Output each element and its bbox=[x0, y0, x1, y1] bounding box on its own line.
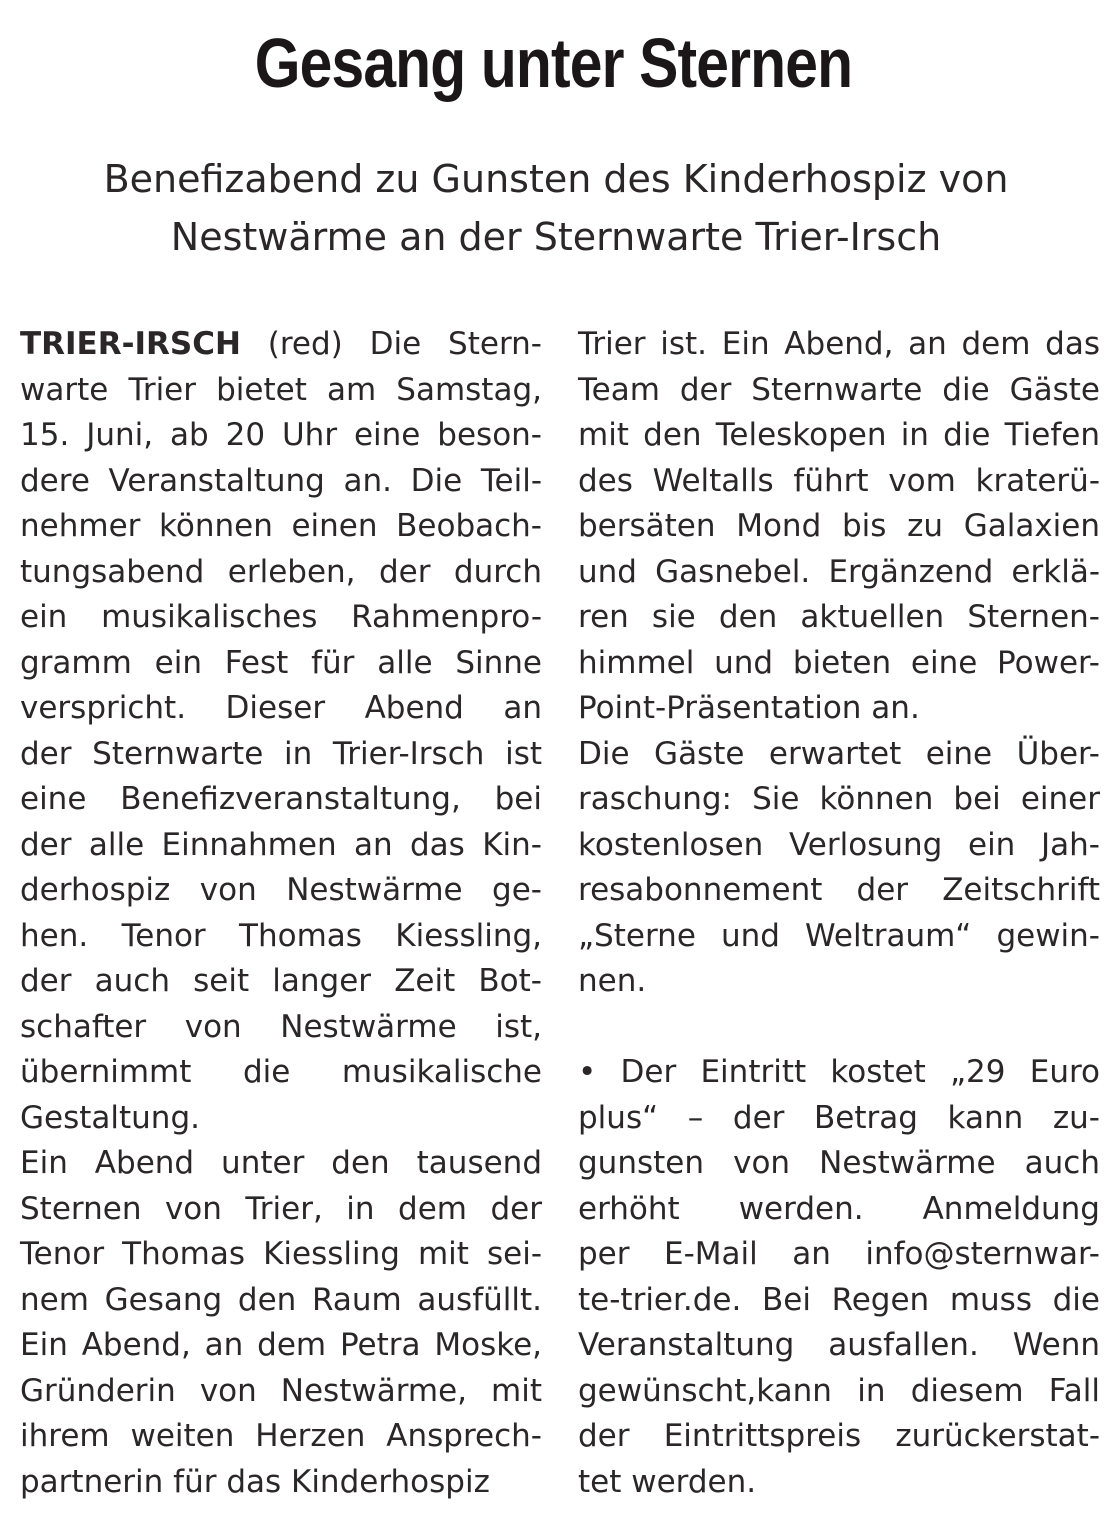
text-line: Die Gäste erwartet eine Über- bbox=[578, 735, 1100, 772]
text-line: Ein Abend, an dem Petra Moske, bbox=[20, 1327, 542, 1363]
text-line: Point-Präsentation an. bbox=[578, 690, 920, 726]
text-line: Trier ist. Ein Abend, an dem das bbox=[578, 326, 1100, 362]
text-line: warte Trier bietet am Samstag, bbox=[20, 371, 542, 408]
text-line bbox=[20, 322, 542, 368]
text-line: Sternen von Trier, in dem der bbox=[20, 1190, 542, 1227]
text-line: tet werden. bbox=[578, 1463, 757, 1500]
text-line: mit den Teleskopen in die Tiefen bbox=[578, 417, 1100, 453]
text-line: per E-Mail an info@sternwar- bbox=[578, 1236, 1100, 1272]
text-line: der auch seit langer Zeit Bot- bbox=[20, 963, 542, 999]
paragraph-gap bbox=[578, 1005, 1100, 1051]
text-line: erhöht werden. Anmeldung bbox=[578, 1190, 1100, 1227]
text-line: nehmer können einen Beobach- bbox=[20, 508, 542, 544]
text-line: der Sternwarte in Trier-Irsch ist bbox=[20, 735, 542, 772]
text-line: ein musikalisches Rahmenpro- bbox=[20, 599, 542, 635]
right-column bbox=[578, 322, 1100, 1505]
text-line: partnerin für das Kinderhospiz bbox=[20, 1463, 490, 1500]
text-line: plus“ – der Betrag kann zu- bbox=[578, 1099, 1100, 1136]
text-line: „Sterne und Weltraum“ gewin- bbox=[578, 917, 1100, 954]
text-line: raschung: Sie können bei einer bbox=[578, 781, 1100, 817]
text-line: nen. bbox=[578, 963, 647, 999]
text-line: bersäten Mond bis zu Galaxien bbox=[578, 508, 1100, 544]
text-line: gramm ein Fest für alle Sinne bbox=[20, 644, 542, 681]
text-line: übernimmt die musikalische bbox=[20, 1054, 542, 1090]
text-line: der alle Einnahmen an das Kin- bbox=[20, 826, 542, 863]
text-line: und Gasnebel. Ergänzend erklä- bbox=[578, 553, 1100, 590]
text-line: dere Veranstaltung an. Die Teil- bbox=[20, 462, 542, 499]
text-line: Gründerin von Nestwärme, mit bbox=[20, 1372, 542, 1409]
subheadline-line: Benefizabend zu Gunsten des Kinderhospiz von bbox=[103, 157, 1009, 201]
text-line: schafter von Nestwärme ist, bbox=[20, 1008, 542, 1045]
text-line: hen. Tenor Thomas Kiessling, bbox=[20, 917, 542, 954]
text-line: gewünscht,kann in diesem Fall bbox=[578, 1372, 1100, 1409]
text-line: gunsten von Nestwärme auch bbox=[578, 1145, 1100, 1181]
text-line: Ein Abend unter den tausend bbox=[20, 1145, 542, 1181]
text-line: Tenor Thomas Kiessling mit sei- bbox=[20, 1236, 542, 1272]
text-line: derhospiz von Nestwärme ge- bbox=[20, 872, 542, 908]
text-line: Veranstaltung ausfallen. Wenn bbox=[578, 1327, 1100, 1363]
text-line: tungsabend erleben, der durch bbox=[20, 553, 542, 590]
text-line: Gestaltung. bbox=[20, 1099, 200, 1136]
text-line: des Weltalls führt vom kraterü- bbox=[578, 462, 1100, 499]
text-line: himmel und bieten eine Power- bbox=[578, 644, 1100, 681]
text-line: der Eintrittspreis zurückerstat- bbox=[578, 1418, 1100, 1454]
text-line: verspricht. Dieser Abend an bbox=[20, 690, 542, 726]
text-line: • Der Eintritt kostet „29 Euro bbox=[578, 1054, 1100, 1090]
text-line: ren sie den aktuellen Sternen- bbox=[578, 599, 1100, 635]
text-line: ihrem weiten Herzen Ansprech- bbox=[20, 1418, 542, 1454]
subheadline-line: Nestwärme an der Sternwarte Trier-Irsch bbox=[170, 215, 942, 259]
text-line: te-trier.de. Bei Regen muss die bbox=[578, 1281, 1100, 1318]
text-line: nem Gesang den Raum ausfüllt. bbox=[20, 1281, 542, 1318]
text-line: resabonnement der Zeitschrift bbox=[578, 872, 1100, 908]
left-column bbox=[20, 322, 542, 1505]
text-line-content: (red) Die Stern- bbox=[240, 326, 542, 362]
text-line: 15. Juni, ab 20 Uhr eine beson- bbox=[20, 417, 542, 453]
text-line: kostenlosen Verlosung ein Jah- bbox=[578, 826, 1100, 863]
text-line: Team der Sternwarte die Gäste bbox=[578, 371, 1100, 408]
headline: Gesang unter Sternen bbox=[254, 24, 853, 102]
text-line: eine Benefizveranstaltung, bei bbox=[20, 781, 542, 817]
dateline: TRIER-IRSCH bbox=[20, 326, 241, 362]
subheadline bbox=[0, 150, 1112, 266]
